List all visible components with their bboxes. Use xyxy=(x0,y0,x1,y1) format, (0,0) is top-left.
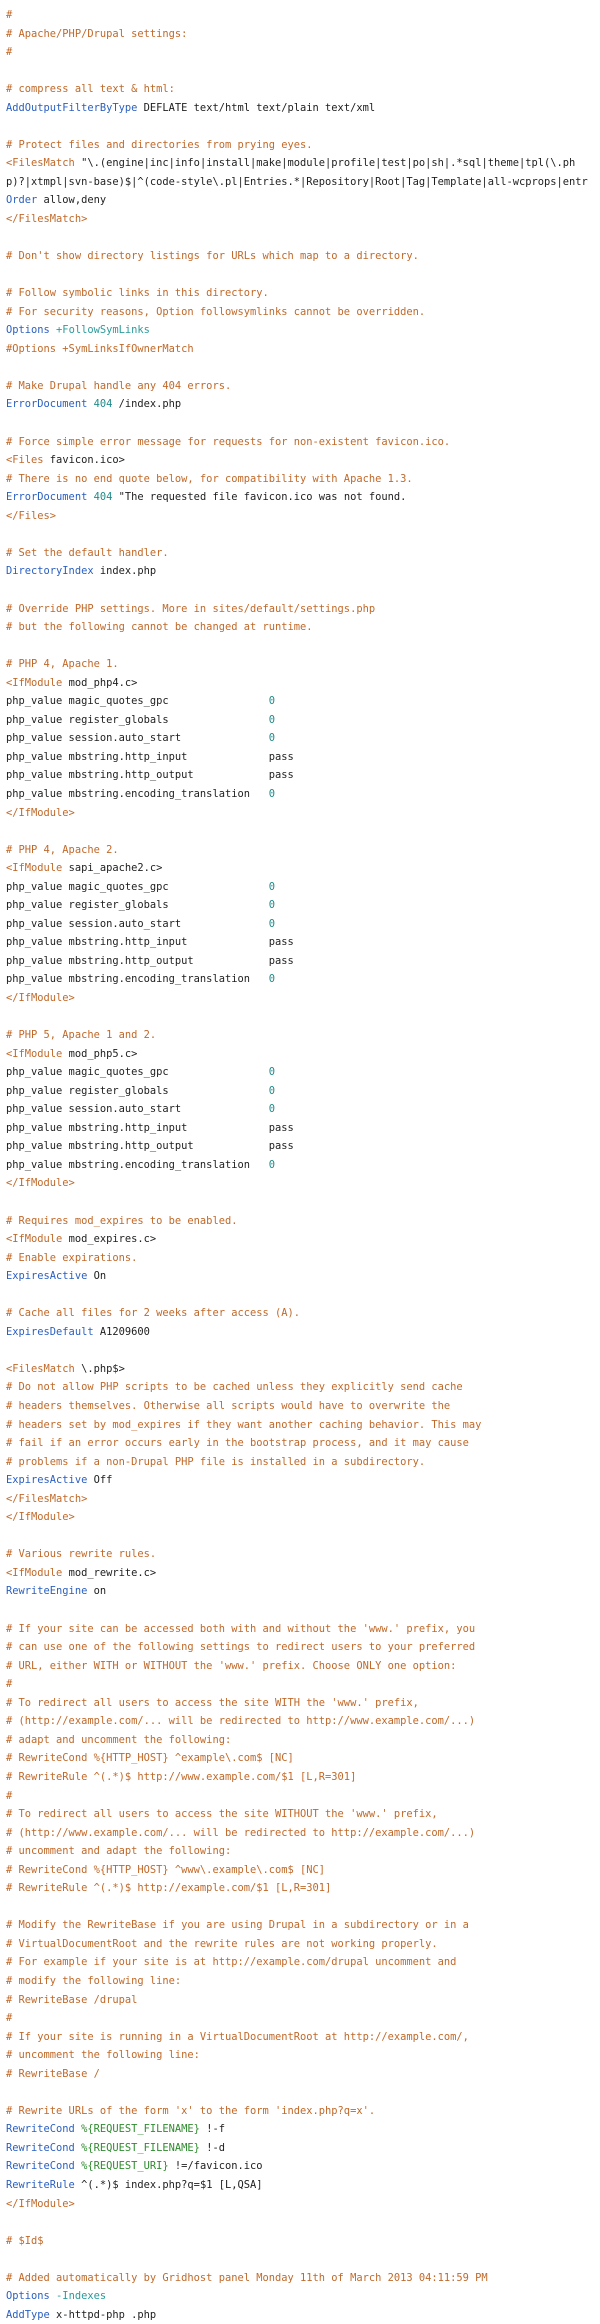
tag-line xyxy=(6,1360,594,1379)
tag-line xyxy=(6,674,594,693)
tag-name: <IfModule xyxy=(6,862,63,875)
php-line xyxy=(6,896,594,915)
comment-line xyxy=(6,433,594,452)
blank-line xyxy=(6,581,594,600)
tag-args: mod_php4.c> xyxy=(62,676,138,689)
php-setting-name: php_value session.auto_start xyxy=(6,1103,269,1116)
comment-line xyxy=(6,1397,594,1416)
comment-line xyxy=(6,600,594,619)
comment-line xyxy=(6,544,594,563)
comment-text: # xyxy=(6,9,13,21)
comment-line xyxy=(6,2232,594,2251)
blank-line xyxy=(6,822,594,841)
comment-text: # headers set by mod_expires if they want another caching behavior. This may xyxy=(6,1418,482,1431)
tag-args: mod_php5.c> xyxy=(62,1047,138,1060)
tag-args: favicon.ico> xyxy=(43,454,125,467)
comment-text: # URL, either WITH or WITHOUT the 'www.' prefix. Choose ONLY one option: xyxy=(6,1659,457,1672)
comment-text: # Modify the RewriteBase if you are using Drupal in a subdirectory or in a xyxy=(6,1919,469,1932)
comment-line xyxy=(6,1416,594,1435)
php-line xyxy=(6,1119,594,1138)
php-line xyxy=(6,915,594,934)
comment-text: # Requires mod_expires to be enabled. xyxy=(6,1214,238,1227)
comment-text: # but the following cannot be changed at runtime. xyxy=(6,621,313,634)
blank-line xyxy=(6,1008,594,1027)
comment-text: # Force simple error message for requests for non-existent favicon.ico. xyxy=(6,435,451,448)
tag-name: </FilesMatch> xyxy=(6,1492,88,1505)
php-setting-value: pass xyxy=(268,1140,294,1153)
directive-value: %{REQUEST_URI} xyxy=(74,2160,169,2173)
comment-line xyxy=(6,43,594,62)
php-line xyxy=(6,952,594,971)
directive-args: x-httpd-php .php xyxy=(49,2308,157,2321)
comment-line xyxy=(6,2269,594,2288)
php-setting-name: php_value mbstring.http_output xyxy=(6,1140,269,1153)
tag-args: mod_expires.c> xyxy=(62,1233,157,1246)
directive-args: Off xyxy=(87,1474,113,1487)
comment-text: # RewriteCond %{HTTP_HOST} ^www\.example\.com$ [NC] xyxy=(6,1863,326,1876)
php-setting-value: 0 xyxy=(268,1103,276,1116)
comment-line xyxy=(6,2046,594,2065)
tag-line xyxy=(6,507,594,526)
directive-line xyxy=(6,562,594,581)
php-setting-name: php_value mbstring.encoding_translation xyxy=(6,973,269,986)
comment-line xyxy=(6,1434,594,1453)
php-line xyxy=(6,729,594,748)
php-line xyxy=(6,1100,594,1119)
comment-text: # (http://www.example.com/... will be redirected to http://example.com/...) xyxy=(6,1826,476,1839)
blank-line xyxy=(6,1193,594,1212)
comment-text: # If your site is running in a VirtualDocumentRoot at http://example.com/, xyxy=(6,2030,469,2043)
comment-line xyxy=(6,1824,594,1843)
php-line xyxy=(6,878,594,897)
comment-text: # RewriteBase / xyxy=(6,2067,100,2080)
comment-line xyxy=(6,1712,594,1731)
tag-name: <FilesMatch xyxy=(6,1362,75,1375)
tag-line xyxy=(6,1564,594,1583)
comment-text: # $Id$ xyxy=(6,2234,44,2247)
comment-line xyxy=(6,1620,594,1639)
directive-value: +FollowSymLinks xyxy=(49,324,150,337)
php-setting-name: php_value register_globals xyxy=(6,899,269,912)
comment-line xyxy=(6,2009,594,2028)
php-setting-name: php_value magic_quotes_gpc xyxy=(6,695,269,708)
directive-line xyxy=(6,99,594,118)
php-setting-value: 0 xyxy=(268,695,276,708)
php-setting-value: 0 xyxy=(268,787,276,800)
php-setting-value: pass xyxy=(268,1121,294,1134)
comment-text: # can use one of the following settings to redirect users to your preferred xyxy=(6,1641,476,1654)
php-line xyxy=(6,711,594,730)
php-setting-value: pass xyxy=(268,936,294,949)
comment-line xyxy=(6,284,594,303)
php-line xyxy=(6,1063,594,1082)
comment-text: #Options +SymLinksIfOwnerMatch xyxy=(6,342,194,355)
comment-line xyxy=(6,340,594,359)
comment-line xyxy=(6,1675,594,1694)
tag-line xyxy=(6,2195,594,2214)
blank-line xyxy=(6,2250,594,2269)
directive-name: ExpiresActive xyxy=(6,1270,88,1283)
php-line xyxy=(6,692,594,711)
comment-line xyxy=(6,303,594,322)
comment-text: # There is no end quote below, for compatibility with Apache 1.3. xyxy=(6,472,413,485)
comment-text: # xyxy=(6,2012,13,2025)
tag-name: <FilesMatch xyxy=(6,157,75,170)
directive-name: RewriteEngine xyxy=(6,1585,88,1598)
directive-value: -Indexes xyxy=(49,2290,107,2303)
directive-name: Options xyxy=(6,2290,50,2303)
tag-line xyxy=(6,210,594,229)
blank-line xyxy=(6,637,594,656)
comment-text: # xyxy=(6,46,13,59)
tag-line xyxy=(6,1490,594,1509)
comment-line xyxy=(6,2028,594,2047)
directive-value: %{REQUEST_FILENAME} xyxy=(74,2141,200,2154)
php-setting-value: 0 xyxy=(268,917,276,930)
comment-text: # To redirect all users to access the site WITHOUT the 'www.' prefix, xyxy=(6,1808,438,1821)
directive-number: 404 xyxy=(87,398,113,411)
php-setting-value: 0 xyxy=(268,1084,276,1097)
comment-text: # Do not allow PHP scripts to be cached unless they explicitly send cache xyxy=(6,1381,463,1394)
comment-text: # RewriteRule ^(.*)$ http://www.example.com/$1 [L,R=301] xyxy=(6,1770,357,1783)
php-line xyxy=(6,1137,594,1156)
directive-args: ^(.*)$ index.php?q=$1 [L,QSA] xyxy=(74,2178,263,2191)
php-setting-name: php_value session.auto_start xyxy=(6,917,269,930)
comment-line xyxy=(6,1768,594,1787)
comment-text: # Apache/PHP/Drupal settings: xyxy=(6,27,188,40)
comment-line xyxy=(6,1694,594,1713)
comment-text: # uncomment and adapt the following: xyxy=(6,1845,232,1858)
comment-line xyxy=(6,1972,594,1991)
comment-text: # RewriteRule ^(.*)$ http://example.com/$1 [L,R=301] xyxy=(6,1882,332,1895)
php-setting-name: php_value session.auto_start xyxy=(6,732,269,745)
php-setting-value: 0 xyxy=(268,1066,276,1079)
directive-args: index.php xyxy=(93,565,157,578)
tag-args: \.php$> xyxy=(74,1362,125,1375)
php-line xyxy=(6,1156,594,1175)
blank-line xyxy=(6,1601,594,1620)
comment-text: # Make Drupal handle any 404 errors. xyxy=(6,379,232,392)
tag-name: </Files> xyxy=(6,509,57,522)
php-line xyxy=(6,933,594,952)
blank-line xyxy=(6,1527,594,1546)
directive-number: 404 xyxy=(87,491,113,504)
blank-line xyxy=(6,2083,594,2102)
directive-args: "The requested file favicon.ico was not found. xyxy=(112,491,407,504)
directive-name: DirectoryIndex xyxy=(6,565,94,578)
php-line xyxy=(6,748,594,767)
directive-name: Order xyxy=(6,194,38,207)
comment-text: # PHP 4, Apache 2. xyxy=(6,843,119,856)
comment-text: # xyxy=(6,1789,13,1802)
directive-line xyxy=(6,1267,594,1286)
php-setting-value: pass xyxy=(268,954,294,967)
comment-line xyxy=(6,1991,594,2010)
blank-line xyxy=(6,229,594,248)
tag-line xyxy=(6,451,594,470)
directive-value: %{REQUEST_FILENAME} xyxy=(74,2123,200,2136)
directive-line xyxy=(6,1323,594,1342)
comment-text: # RewriteCond %{HTTP_HOST} ^example\.com$ [NC] xyxy=(6,1752,294,1765)
tag-line xyxy=(6,1508,594,1527)
comment-text: # uncomment the following line: xyxy=(6,2049,200,2062)
blank-line xyxy=(6,358,594,377)
php-setting-name: php_value register_globals xyxy=(6,1084,269,1097)
blank-line xyxy=(6,266,594,285)
tag-args: mod_rewrite.c> xyxy=(62,1566,157,1579)
directive-args: allow,deny xyxy=(37,194,107,207)
directive-args: /index.php xyxy=(112,398,182,411)
tag-name: </IfModule> xyxy=(6,1511,75,1524)
directive-name: RewriteCond xyxy=(6,2141,75,2154)
directive-name: RewriteRule xyxy=(6,2178,75,2191)
tag-name: <IfModule xyxy=(6,1566,63,1579)
comment-line xyxy=(6,2102,594,2121)
directive-args: A1209600 xyxy=(93,1325,150,1338)
tag-line xyxy=(6,1230,594,1249)
php-setting-value: 0 xyxy=(268,732,276,745)
comment-line xyxy=(6,1842,594,1861)
directive-line xyxy=(6,2306,594,2324)
comment-line xyxy=(6,1638,594,1657)
comment-text: # modify the following line: xyxy=(6,1974,182,1987)
tag-name: </FilesMatch> xyxy=(6,213,88,226)
directive-line xyxy=(6,191,594,210)
comment-line xyxy=(6,1916,594,1935)
tag-name: <Files xyxy=(6,454,44,467)
comment-line xyxy=(6,1304,594,1323)
directive-name: ExpiresActive xyxy=(6,1474,88,1487)
php-line xyxy=(6,766,594,785)
directive-args: DEFLATE text/html text/plain text/xml xyxy=(137,101,376,114)
comment-line xyxy=(6,377,594,396)
php-setting-value: 0 xyxy=(268,713,276,726)
comment-text: # RewriteBase /drupal xyxy=(6,1993,138,2006)
comment-text: # headers themselves. Otherwise all scripts would have to overwrite the xyxy=(6,1400,451,1413)
tag-line xyxy=(6,1045,594,1064)
comment-text: # fail if an error occurs early in the bootstrap process, and it may cause xyxy=(6,1437,469,1450)
directive-name: RewriteCond xyxy=(6,2123,75,2136)
comment-line xyxy=(6,1249,594,1268)
comment-line xyxy=(6,618,594,637)
comment-line xyxy=(6,1861,594,1880)
comment-text: # For example if your site is at http://example.com/drupal uncomment and xyxy=(6,1956,457,1969)
comment-line xyxy=(6,841,594,860)
tag-name: <IfModule xyxy=(6,676,63,689)
directive-line xyxy=(6,2120,594,2139)
comment-line xyxy=(6,655,594,674)
comment-line xyxy=(6,1749,594,1768)
directive-line xyxy=(6,1582,594,1601)
php-setting-name: php_value magic_quotes_gpc xyxy=(6,1066,269,1079)
tag-line xyxy=(6,804,594,823)
php-setting-value: 0 xyxy=(268,1158,276,1171)
php-line xyxy=(6,1082,594,1101)
comment-line xyxy=(6,1805,594,1824)
comment-line xyxy=(6,25,594,44)
comment-text: # compress all text & html: xyxy=(6,83,175,96)
tag-name: </IfModule> xyxy=(6,991,75,1004)
directive-args: !=/favicon.ico xyxy=(168,2160,263,2173)
comment-text: # PHP 5, Apache 1 and 2. xyxy=(6,1029,157,1042)
comment-line xyxy=(6,247,594,266)
directive-name: ErrorDocument xyxy=(6,398,88,411)
directive-args: !-f xyxy=(199,2123,225,2136)
directive-line xyxy=(6,2157,594,2176)
directive-name: AddOutputFilterByType xyxy=(6,101,138,114)
comment-text: # Added automatically by Gridhost panel Monday 11th of March 2013 04:11:59 PM xyxy=(6,2271,488,2284)
php-setting-name: php_value mbstring.http_output xyxy=(6,954,269,967)
comment-line xyxy=(6,80,594,99)
php-line xyxy=(6,785,594,804)
comment-text: # VirtualDocumentRoot and the rewrite rules are not working properly. xyxy=(6,1937,438,1950)
blank-line xyxy=(6,1286,594,1305)
comment-text: # For security reasons, Option followsymlinks cannot be overridden. xyxy=(6,305,426,318)
tag-name: <IfModule xyxy=(6,1047,63,1060)
tag-args: "\.(engine|inc|info|install|make|module|profile|test|po|sh|.*sql|theme|tpl(\.php)?|xtmpl|svn-base)$|^(code-style\.pl|Entries.*|Repository|Root|Tag|Template|all-wcprops|entr xyxy=(6,157,588,188)
comment-line xyxy=(6,6,594,25)
directive-line xyxy=(6,321,594,340)
comment-line xyxy=(6,1657,594,1676)
directive-line xyxy=(6,2287,594,2306)
comment-line xyxy=(6,136,594,155)
comment-line xyxy=(6,2065,594,2084)
comment-line xyxy=(6,1953,594,1972)
tag-name: </IfModule> xyxy=(6,2197,75,2210)
tag-name: <IfModule xyxy=(6,1233,63,1246)
directive-name: ExpiresDefault xyxy=(6,1325,94,1338)
blank-line xyxy=(6,1898,594,1917)
comment-text: # Set the default handler. xyxy=(6,546,169,559)
tag-args: sapi_apache2.c> xyxy=(62,862,163,875)
comment-text: # problems if a non-Drupal PHP file is installed in a subdirectory. xyxy=(6,1455,426,1468)
php-setting-value: pass xyxy=(268,769,294,782)
comment-text: # Protect files and directories from prying eyes. xyxy=(6,138,313,151)
comment-text: # Follow symbolic links in this directory. xyxy=(6,287,269,300)
comment-line xyxy=(6,470,594,489)
comment-line xyxy=(6,1378,594,1397)
directive-line xyxy=(6,395,594,414)
comment-line xyxy=(6,1731,594,1750)
comment-text: # Enable expirations. xyxy=(6,1251,138,1264)
directive-line xyxy=(6,2139,594,2158)
php-setting-name: php_value mbstring.http_input xyxy=(6,936,269,949)
directive-name: Options xyxy=(6,324,50,337)
comment-line xyxy=(6,1026,594,1045)
blank-line xyxy=(6,2213,594,2232)
comment-line xyxy=(6,1879,594,1898)
comment-text: # To redirect all users to access the site WITH the 'www.' prefix, xyxy=(6,1696,419,1709)
tag-name: </IfModule> xyxy=(6,806,75,819)
directive-name: ErrorDocument xyxy=(6,491,88,504)
php-setting-value: 0 xyxy=(268,880,276,893)
php-line xyxy=(6,970,594,989)
comment-text: # Cache all files for 2 weeks after access (A). xyxy=(6,1307,301,1320)
blank-line xyxy=(6,1341,594,1360)
directive-line xyxy=(6,488,594,507)
tag-line xyxy=(6,154,594,191)
comment-text: # PHP 4, Apache 1. xyxy=(6,658,119,671)
comment-line xyxy=(6,1545,594,1564)
comment-line xyxy=(6,1787,594,1806)
comment-text: # Don't show directory listings for URLs which map to a directory. xyxy=(6,250,419,263)
directive-args: on xyxy=(87,1585,107,1598)
php-setting-name: php_value mbstring.http_input xyxy=(6,1121,269,1134)
comment-text: # Various rewrite rules. xyxy=(6,1548,157,1561)
tag-line xyxy=(6,1174,594,1193)
php-setting-value: 0 xyxy=(268,973,276,986)
php-setting-name: php_value mbstring.encoding_translation xyxy=(6,1158,269,1171)
blank-line xyxy=(6,414,594,433)
blank-line xyxy=(6,117,594,136)
php-setting-name: php_value mbstring.http_output xyxy=(6,769,269,782)
php-setting-name: php_value mbstring.encoding_translation xyxy=(6,787,269,800)
comment-text: # Override PHP settings. More in sites/default/settings.php xyxy=(6,602,376,615)
blank-line xyxy=(6,525,594,544)
directive-line xyxy=(6,2176,594,2195)
php-setting-name: php_value magic_quotes_gpc xyxy=(6,880,269,893)
php-setting-value: 0 xyxy=(268,899,276,912)
tag-name: </IfModule> xyxy=(6,1177,75,1190)
directive-line xyxy=(6,1471,594,1490)
directive-args: On xyxy=(87,1270,107,1283)
directive-name: AddType xyxy=(6,2308,50,2321)
directive-name: RewriteCond xyxy=(6,2160,75,2173)
php-setting-value: pass xyxy=(268,750,294,763)
comment-line xyxy=(6,1212,594,1231)
blank-line xyxy=(6,62,594,81)
directive-args: !-d xyxy=(199,2141,225,2154)
comment-text: # If your site can be accessed both with and without the 'www.' prefix, you xyxy=(6,1622,476,1635)
comment-text: # (http://example.com/... will be redirected to http://www.example.com/...) xyxy=(6,1715,476,1728)
php-setting-name: php_value register_globals xyxy=(6,713,269,726)
comment-text: # Rewrite URLs of the form 'x' to the form 'index.php?q=x'. xyxy=(6,2104,376,2117)
comment-line xyxy=(6,1935,594,1954)
comment-text: # xyxy=(6,1678,13,1691)
comment-line xyxy=(6,1453,594,1472)
tag-line xyxy=(6,859,594,878)
php-setting-name: php_value mbstring.http_input xyxy=(6,750,269,763)
tag-line xyxy=(6,989,594,1008)
comment-text: # adapt and uncomment the following: xyxy=(6,1733,232,1746)
